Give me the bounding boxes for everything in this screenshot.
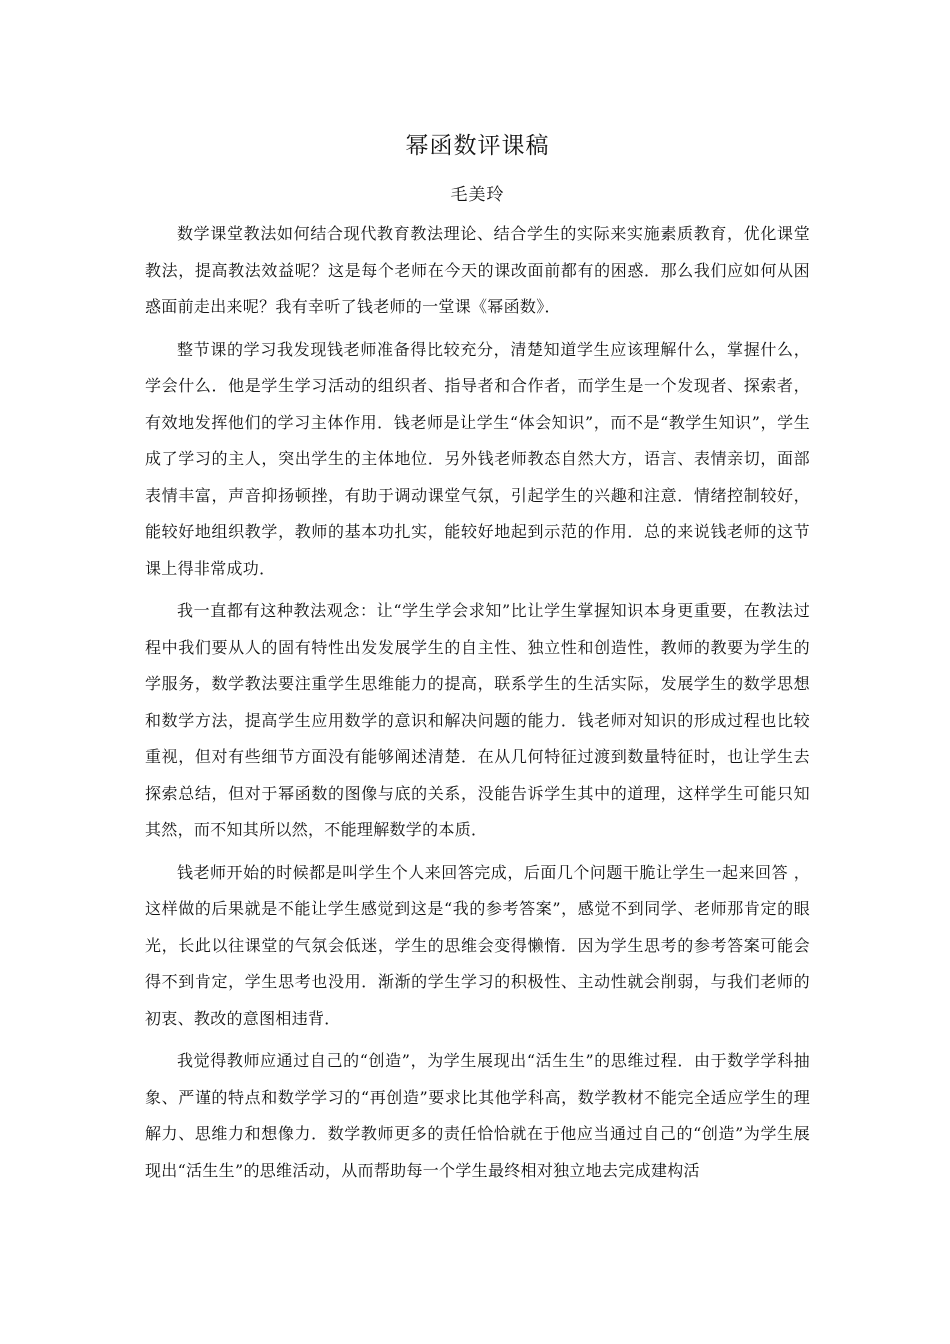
document-title: 幂函数评课稿 xyxy=(405,133,550,159)
paragraph-1: 数学课堂教法如何结合现代教育教法理论、结合学生的实际来实施素质教育，优化课堂教法，提高教法效益呢？这是每个老师在今天的课改面前都有的困惑．那么我们应如何从困惑面前走出来呢？我有幸听了钱老师的一堂课《幂函数》． xyxy=(145,224,810,316)
paragraph-2: 整节课的学习我发现钱老师准备得比较充分，清楚知道学生应该理解什么，掌握什么，学会什么．他是学生学习活动的组织者、指导者和合作者，而学生是一个发现者、探索者，有效地发挥他们的学习主体作用．钱老师是让学生“体会知识”，而不是“教学生知识”，学生成了学习的主人，突出学生的主体地位．另外钱老师教态自然大方，语言、表情亲切，面部表情丰富，声音抑扬顿挫，有助于调动课堂气氛，引起学生的兴趣和注意．情绪控制较好，能较好地组织教学，教师的基本功扎实，能较好地起到示范的作用．总的来说钱老师的这节课上得非常成功． xyxy=(145,339,810,578)
document-author: 毛美玲 xyxy=(450,185,505,205)
document-page xyxy=(145,130,810,1195)
paragraph-5: 我觉得教师应通过自己的“创造”，为学生展现出“活生生”的思维过程．由于数学学科抽象、严谨的特点和数学学习的“再创造”要求比其他学科高，数学教材不能完全适应学生的理解力、思维力和想像力．数学教师更多的责任恰恰就在于他应当通过自己的“创造”为学生展现出“活生生”的思维活动，从而帮助每一个学生最终相对独立地去完成建构活 xyxy=(145,1051,810,1180)
paragraph-3: 我一直都有这种教法观念：让“学生学会求知”比让学生掌握知识本身更重要，在教法过程中我们要从人的固有特性出发发展学生的自主性、独立性和创造性，教师的教要为学生的学服务，数学教法要注重学生思维能力的提高，联系学生的生活实际，发展学生的数学思想和数学方法，提高学生应用数学的意识和解决问题的能力．钱老师对知识的形成过程也比较重视，但对有些细节方面没有能够阐述清楚．在从几何特征过渡到数量特征时，也让学生去探索总结，但对于幂函数的图像与底的关系，没能告诉学生其中的道理，这样学生可能只知其然，而不知其所以然，不能理解数学的本质． xyxy=(145,601,810,839)
paragraph-4: 钱老师开始的时候都是叫学生个人来回答完成，后面几个问题干脆让学生一起来回答 ，这样做的后果就是不能让学生感觉到这是“我的参考答案”，感觉不到同学、老师那肯定的眼光，长此以往课堂的气氛会低迷，学生的思维会变得懒惰．因为学生思考的参考答案可能会得不到肯定，学生思考也没用．渐渐的学生学习的积极性、主动性就会削弱，与我们老师的初衷、教改的意图相违背． xyxy=(145,862,810,1028)
